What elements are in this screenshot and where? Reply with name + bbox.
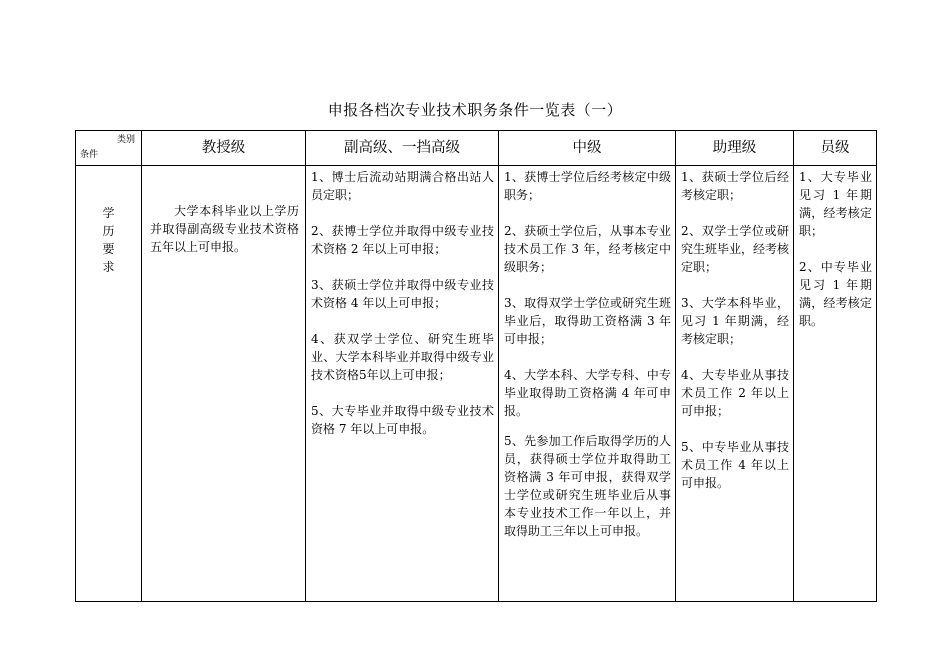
associate-requirement: 1、博士后流动站期满合格出站人员定职；: [311, 170, 494, 202]
assistant-requirement: 5、中专毕业从事技术员工作 4 年以上可申报。: [681, 440, 789, 490]
intermediate-requirement: 5、先参加工作后取得学历的人员，获得硕士学位并取得助工资格满 3 年可申报，获得双学士学位或研究生班毕业后从事本专业技术工作一年以上，并取得助工三年以上可申报。: [504, 434, 671, 538]
column-header-assistant: 助理级: [676, 131, 794, 166]
professor-requirement: 大学本科毕业以上学历并取得副高级专业技术资格五年以上可申报。: [150, 204, 299, 254]
associate-requirement: 2、获博士学位并取得中级专业技术资格 2 年以上可申报；: [311, 224, 494, 256]
assistant-requirement: 1、获硕士学位后经考核定职；: [681, 170, 789, 202]
cell-associate: [306, 166, 499, 602]
column-header-intermediate: 中级: [499, 131, 676, 166]
document-title: 申报各档次专业技术职务条件一览表（一）: [327, 101, 623, 119]
corner-label-condition: 条件: [80, 150, 99, 160]
assistant-requirement: 2、双学士学位或研究生班毕业，经考核定职；: [681, 224, 790, 274]
intermediate-requirement: 2、获硕士学位后，从事本专业技术员工作 3 年，经考核定中级职务；: [504, 224, 671, 274]
assistant-requirement: 4、大专毕业从事技术员工作 2 年以上可申报；: [681, 368, 789, 418]
cell-intermediate: [499, 166, 676, 602]
cell-assistant: [676, 166, 794, 602]
associate-requirement: 4、获双学士学位、研究生班毕业、大学本科毕业并取得中级专业技术资格5年以上可申报；: [311, 332, 494, 382]
row-label-education: [76, 166, 142, 602]
associate-requirement: 5、大专毕业并取得中级专业技术资格 7 年以上可申报。: [311, 404, 494, 436]
junior-requirement: 1、大专毕业见习 1 年期满，经考核定职；: [799, 170, 872, 238]
row-label-char: 求: [102, 260, 115, 274]
cell-professor: [142, 166, 306, 602]
assistant-requirement: 3、大学本科毕业，见习 1 年期满，经考核定职；: [681, 296, 789, 346]
row-label-char: 历: [102, 224, 115, 238]
corner-label-category: 类别: [116, 135, 135, 145]
column-header-junior: 员级: [794, 131, 877, 166]
table-row-education: [76, 166, 877, 602]
row-label-char: 要: [102, 242, 115, 256]
corner-cell: [76, 131, 142, 166]
cell-junior: [794, 166, 877, 602]
column-header-professor: 教授级: [142, 131, 306, 166]
column-header-associate: 副高级、一挡高级: [306, 131, 499, 166]
intermediate-requirement: 3、取得双学士学位或研究生班毕业后，取得助工资格满 3 年可申报；: [504, 296, 671, 346]
row-label-char: 学: [102, 206, 115, 220]
table-header-row: [76, 131, 877, 166]
intermediate-requirement: 1、获博士学位后经考核定中级职务；: [504, 170, 671, 202]
intermediate-requirement: 4、大学本科、大学专科、中专毕业取得助工资格满 4 年可申报。: [504, 368, 671, 418]
associate-requirement: 3、获硕士学位并取得中级专业技术资格 4 年以上可申报；: [311, 278, 494, 310]
qualification-table: [75, 130, 877, 602]
junior-requirement: 2、中专毕业见习 1 年期满，经考核定职。: [799, 260, 872, 328]
